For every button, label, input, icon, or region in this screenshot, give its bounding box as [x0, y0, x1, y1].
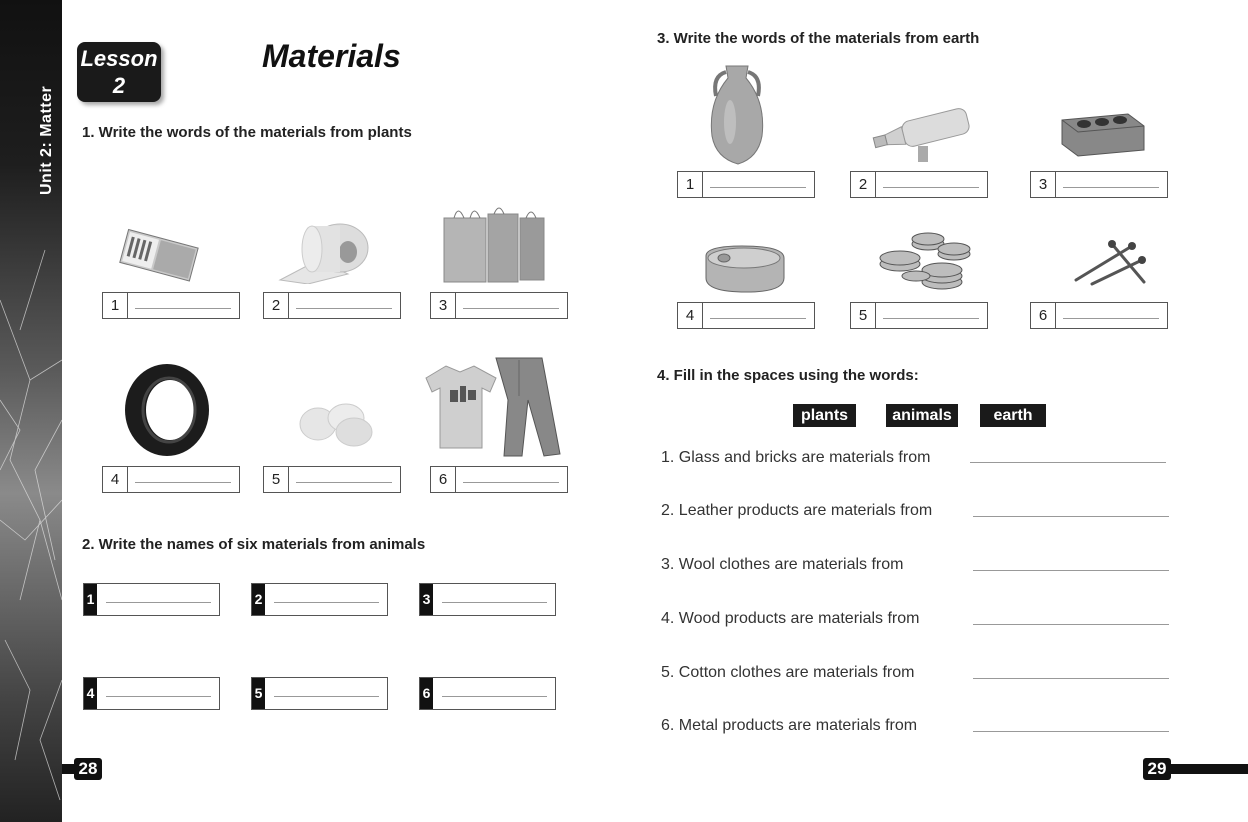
answer-number: 1 [84, 584, 97, 615]
answer-number: 6 [431, 467, 456, 492]
sentence-3: 3. Wool clothes are materials from [661, 556, 904, 573]
plants-answer-box-2[interactable] [263, 292, 401, 319]
fill-blank-5[interactable] [973, 678, 1169, 679]
answer-line [106, 696, 211, 697]
answer-line [296, 482, 392, 483]
answer-number: 1 [678, 172, 703, 197]
answer-number: 2 [252, 584, 265, 615]
answer-line [710, 318, 806, 319]
word-chip-plants: plants [793, 404, 856, 427]
answer-line [442, 696, 547, 697]
matchbox-icon [115, 228, 201, 282]
section3-heading: 3. Write the words of the materials from earth [657, 30, 980, 47]
answer-number: 5 [252, 678, 265, 709]
cotton-pads-icon [296, 402, 376, 448]
lesson-label: Lesson [80, 46, 158, 71]
answer-line [106, 602, 211, 603]
fill-blank-2[interactable] [973, 516, 1169, 517]
fill-blank-1[interactable] [970, 462, 1166, 463]
lesson-badge [77, 42, 161, 102]
earth-answer-box-1[interactable] [677, 171, 815, 198]
sentence-6: 6. Metal products are materials from [661, 717, 918, 734]
plants-answer-box-4[interactable] [102, 466, 240, 493]
animals-answer-box-2[interactable] [251, 583, 388, 616]
page-number-right: 29 [1143, 758, 1171, 780]
answer-line [883, 187, 979, 188]
answer-number: 3 [431, 293, 456, 318]
section2-heading: 2. Write the names of six materials from animals [82, 536, 426, 553]
animals-answer-box-5[interactable] [251, 677, 388, 710]
answer-number: 3 [420, 584, 433, 615]
word-chip-earth: earth [980, 404, 1046, 427]
answer-number: 3 [1031, 172, 1056, 197]
brick-icon [1058, 110, 1148, 158]
sentence-5: 5. Cotton clothes are materials from [661, 664, 915, 681]
answer-line [463, 482, 559, 483]
nails-icon [1072, 240, 1152, 286]
answer-line [1063, 318, 1159, 319]
section1-heading: 1. Write the words of the materials from plants [82, 124, 412, 141]
fill-blank-6[interactable] [973, 731, 1169, 732]
answer-line [135, 482, 231, 483]
tire-icon [122, 360, 212, 460]
plants-answer-box-1[interactable] [102, 292, 240, 319]
answer-line [1063, 187, 1159, 188]
answer-line [274, 696, 379, 697]
answer-number: 6 [420, 678, 433, 709]
tin-can-icon [702, 242, 788, 296]
animals-answer-box-3[interactable] [419, 583, 556, 616]
plants-answer-box-5[interactable] [263, 466, 401, 493]
answer-line [296, 308, 392, 309]
answer-number: 5 [851, 303, 876, 328]
section4-heading: 4. Fill in the spaces using the words: [657, 367, 919, 384]
animals-answer-box-1[interactable] [83, 583, 220, 616]
unit-label: Unit 2: Matter [38, 85, 55, 195]
word-chip-animals: animals [886, 404, 958, 427]
answer-line [274, 602, 379, 603]
animals-answer-box-6[interactable] [419, 677, 556, 710]
paper-bags-icon [442, 204, 546, 284]
earth-answer-box-6[interactable] [1030, 302, 1168, 329]
answer-number: 1 [103, 293, 128, 318]
unit-spine [0, 0, 62, 822]
coins-icon [876, 230, 976, 296]
sentence-1: 1. Glass and bricks are materials from [661, 449, 931, 466]
fill-blank-4[interactable] [973, 624, 1169, 625]
answer-number: 4 [103, 467, 128, 492]
answer-line [442, 602, 547, 603]
clothes-icon [424, 356, 564, 460]
earth-answer-box-3[interactable] [1030, 171, 1168, 198]
earth-answer-box-5[interactable] [850, 302, 988, 329]
answer-line [710, 187, 806, 188]
earth-answer-box-4[interactable] [677, 302, 815, 329]
animals-answer-box-4[interactable] [83, 677, 220, 710]
page-number-left: 28 [74, 758, 102, 780]
answer-number: 5 [264, 467, 289, 492]
paper-towel-roll-icon [278, 222, 373, 284]
glass-bottle-icon [868, 104, 976, 166]
answer-number: 2 [851, 172, 876, 197]
page-title: Materials [262, 38, 401, 74]
fill-blank-3[interactable] [973, 570, 1169, 571]
answer-number: 6 [1031, 303, 1056, 328]
plants-answer-box-6[interactable] [430, 466, 568, 493]
answer-number: 4 [678, 303, 703, 328]
page-number-bar [1168, 764, 1248, 774]
lesson-number: 2 [112, 73, 126, 98]
answer-number: 4 [84, 678, 97, 709]
answer-number: 2 [264, 293, 289, 318]
answer-line [463, 308, 559, 309]
earth-answer-box-2[interactable] [850, 171, 988, 198]
plants-answer-box-3[interactable] [430, 292, 568, 319]
answer-line [883, 318, 979, 319]
sentence-4: 4. Wood products are materials from [661, 610, 920, 627]
sentence-2: 2. Leather products are materials from [661, 502, 933, 519]
clay-jug-icon [704, 62, 770, 166]
answer-line [135, 308, 231, 309]
